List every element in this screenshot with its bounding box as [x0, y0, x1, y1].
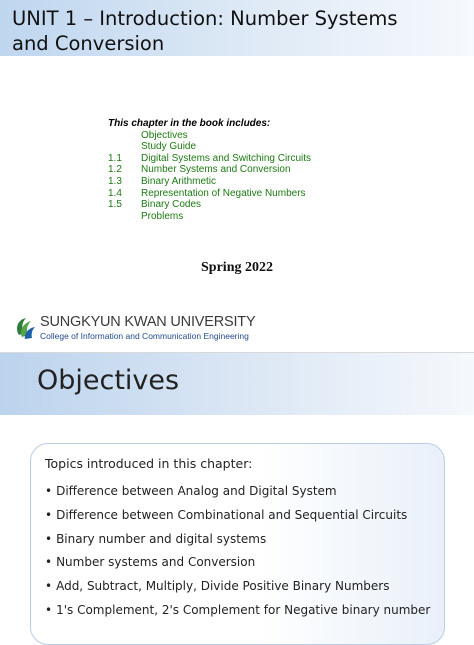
chapter-item-number	[108, 141, 141, 153]
chapter-item-number	[108, 130, 141, 142]
chapter-item-number: 1.3	[108, 175, 122, 187]
topic-item: • Binary number and digital systems	[45, 528, 430, 552]
chapter-item-label: Digital Systems and Switching Circuits	[141, 152, 312, 164]
topic-item: • Difference between Analog and Digital System	[45, 480, 430, 504]
chapter-item-number: 1.4	[108, 187, 122, 199]
chapter-item-label: Binary Codes	[141, 199, 202, 211]
title-banner	[0, 0, 474, 56]
chapter-item-number	[108, 211, 141, 223]
topics-list	[45, 480, 430, 623]
topic-item: • Add, Subtract, Multiply, Divide Positive Binary Numbers	[45, 575, 430, 599]
objectives-title: Objectives	[37, 365, 180, 396]
topics-box	[30, 443, 445, 645]
chapter-item	[108, 164, 311, 176]
topics-heading: Topics introduced in this chapter:	[45, 456, 253, 471]
university-logo	[14, 312, 264, 346]
chapter-item	[108, 130, 311, 142]
chapter-item	[108, 176, 311, 188]
chapter-item	[108, 199, 311, 211]
slide-objectives	[0, 353, 474, 632]
semester-label: Spring 2022	[201, 260, 273, 275]
topic-item: • Number systems and Conversion	[45, 551, 430, 575]
chapter-item-label: Representation of Negative Numbers	[141, 187, 306, 199]
chapter-item-label: Binary Arithmetic	[141, 175, 217, 187]
chapter-item-number: 1.5	[108, 199, 122, 211]
college-name: College of Information and Communication Engineering	[40, 331, 249, 341]
chapter-item	[108, 141, 311, 153]
chapter-item-label: Objectives	[141, 129, 188, 141]
objectives-banner	[0, 353, 474, 415]
university-name: SUNGKYUN KWAN UNIVERSITY	[40, 314, 256, 330]
topic-item: • 1's Complement, 2's Complement for Negative binary number	[45, 599, 430, 623]
skku-emblem-icon	[14, 315, 38, 343]
chapter-item-label: Study Guide	[141, 141, 197, 153]
chapter-item	[108, 211, 311, 223]
chapter-item	[108, 188, 311, 200]
chapter-item-number: 1.1	[108, 152, 122, 164]
chapter-item-label: Problems	[141, 210, 184, 222]
topic-item: • Difference between Combinational and Sequential Circuits	[45, 504, 430, 528]
chapter-item-label: Number Systems and Conversion	[141, 164, 291, 176]
chapter-item-number: 1.2	[108, 164, 122, 176]
chapter-heading: This chapter in the book includes:	[108, 118, 271, 129]
chapter-contents	[108, 118, 311, 222]
chapter-item	[108, 153, 311, 165]
slide-title-text: UNIT 1 – Introduction: Number Systems and Conversion	[12, 7, 398, 55]
